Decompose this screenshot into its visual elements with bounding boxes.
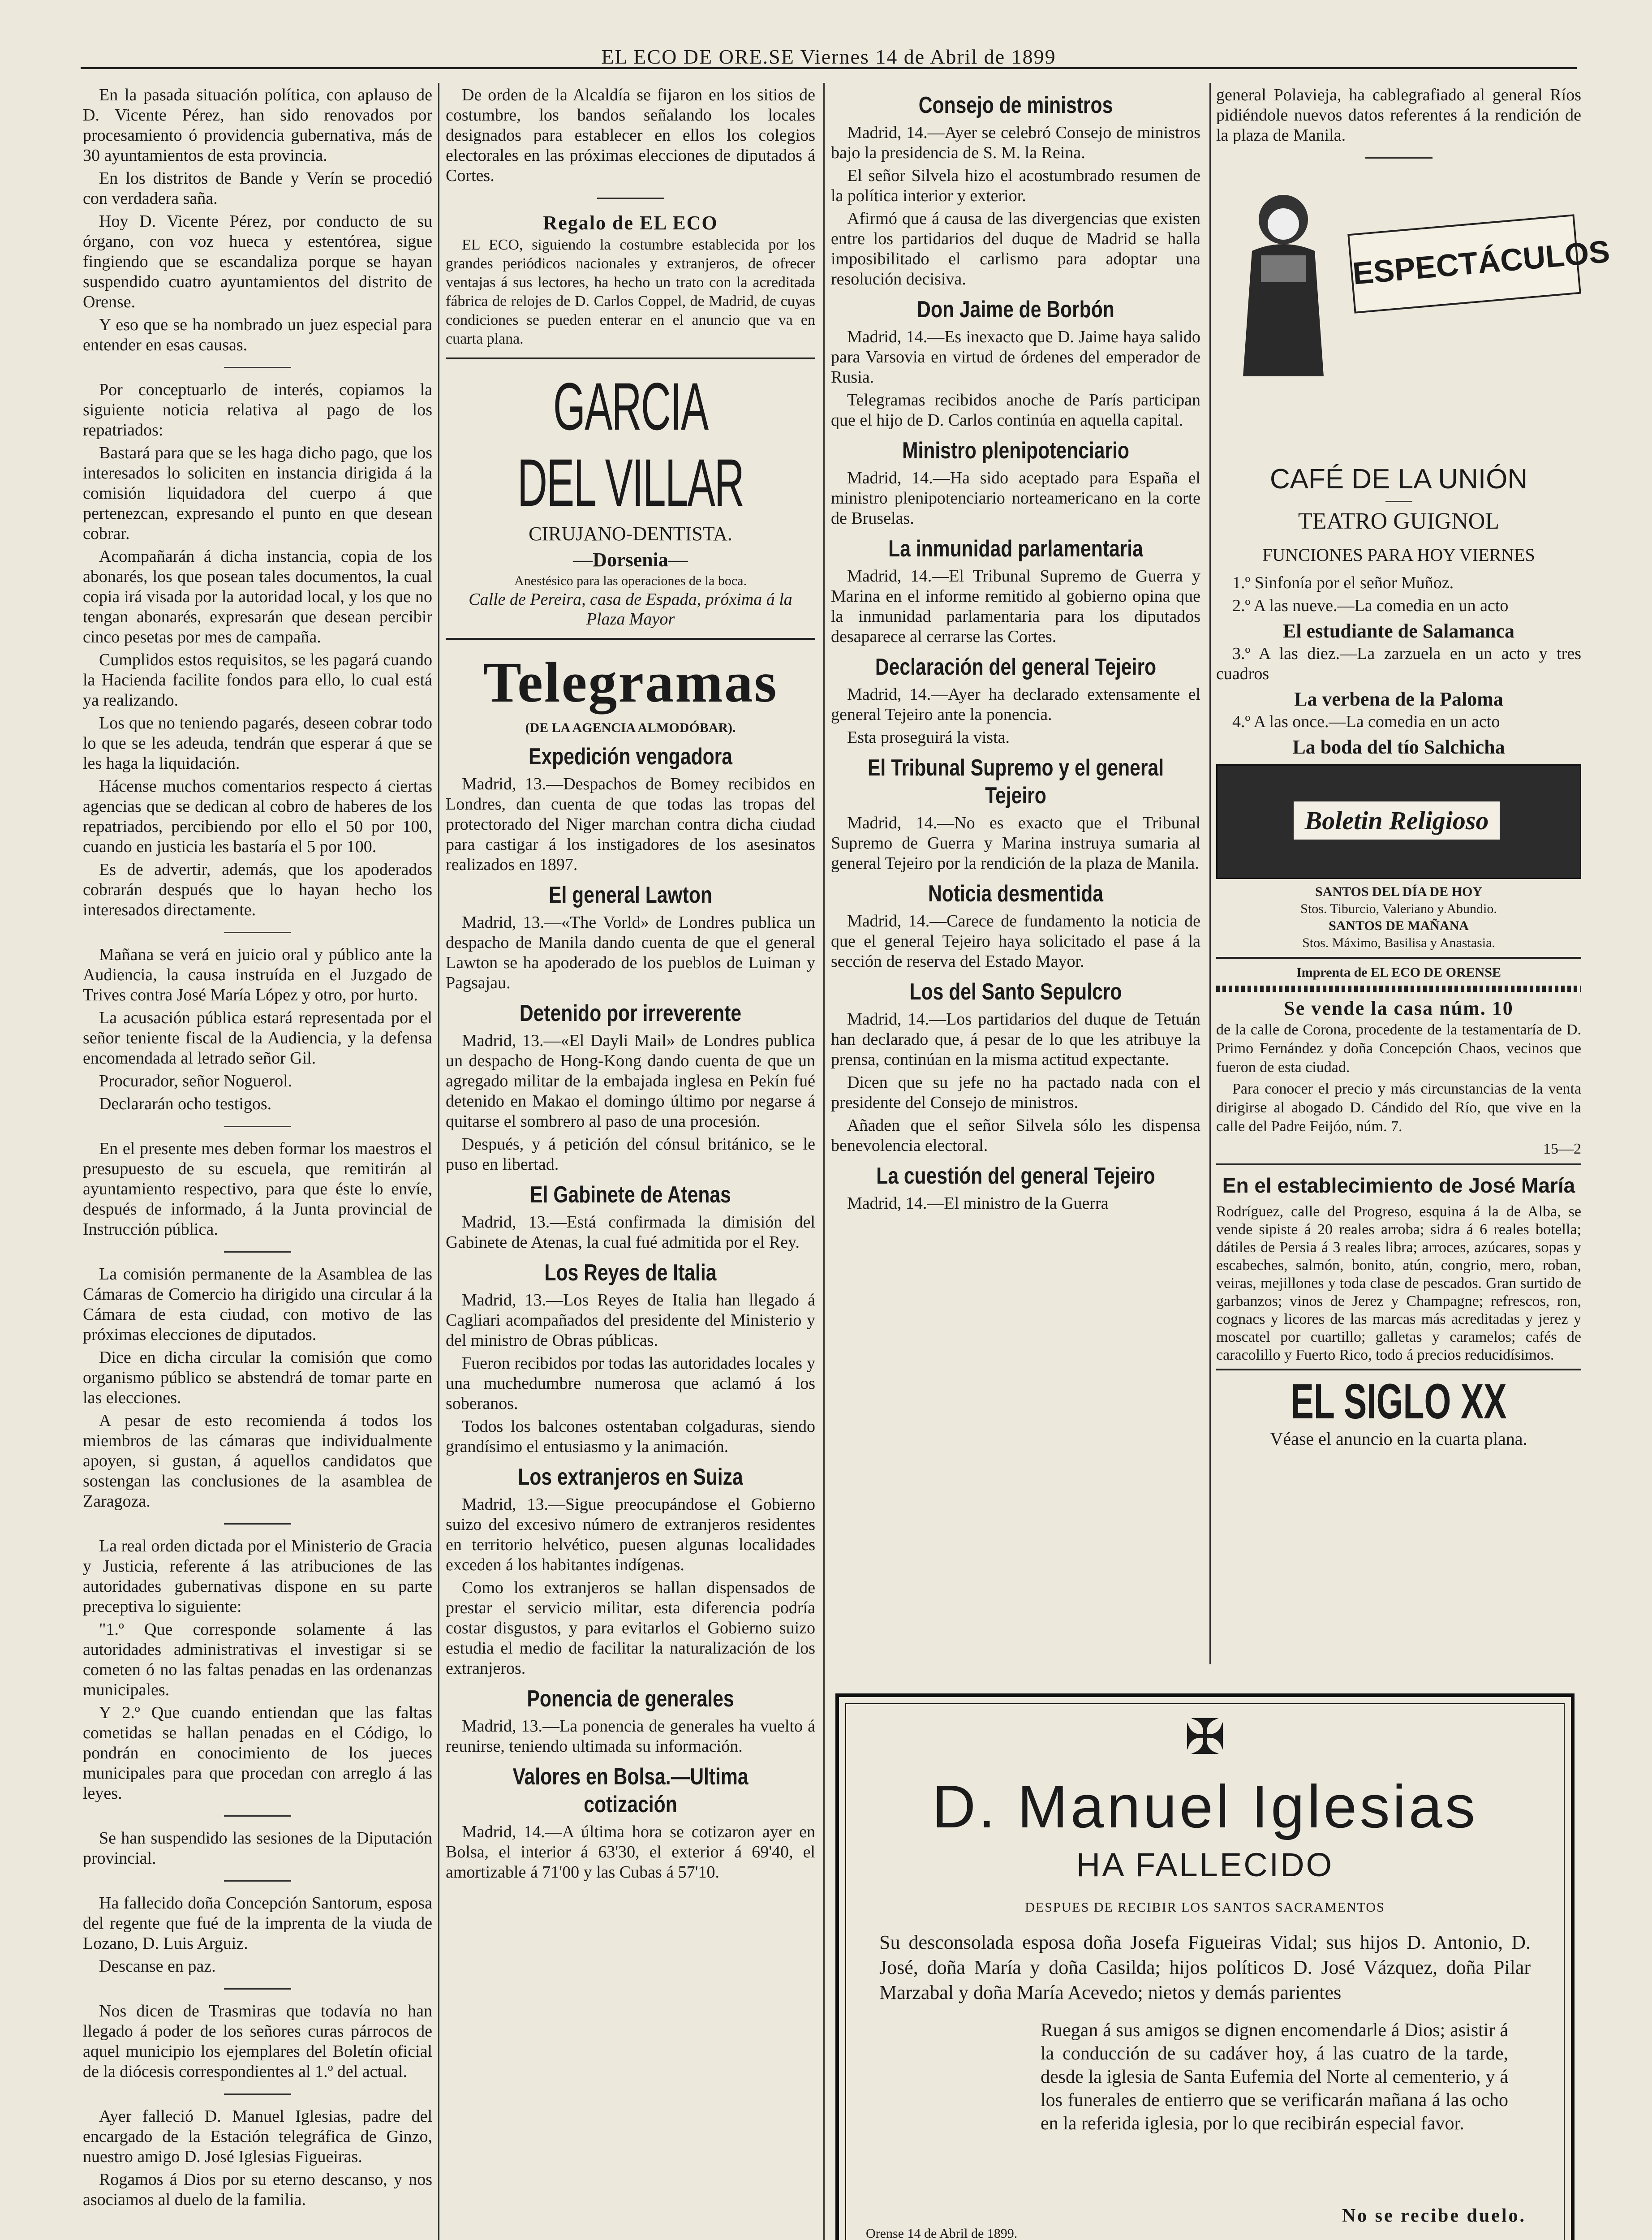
- agency-line: (DE LA AGENCIA ALMODÓBAR).: [525, 720, 736, 735]
- column-3: [831, 85, 1200, 1662]
- teatro-title: TEATRO GUIGNOL: [1298, 508, 1500, 534]
- telegram-heading: Detenido por irreverente: [519, 1000, 742, 1026]
- column-rule: [438, 83, 439, 2240]
- telegram-paragraph: Madrid, 14.—No es exacto que el Tribunal Supremo de Guerra y Marina instruya sumaria al general Tejeiro por la rendición de la plaza de Manila.: [831, 814, 1200, 873]
- telegram-paragraph: Madrid, 13.—Los Reyes de Italia han llegado á Cagliari acompañados del presidente del Ministerio y del ministro de Obras públicas.: [446, 1291, 815, 1350]
- separator: [224, 367, 291, 368]
- telegram-paragraph: Madrid, 14.—Ayer ha declarado extensamente el general Tejeiro ante la ponencia.: [831, 685, 1200, 724]
- column-rule: [1209, 83, 1211, 1664]
- paragraph: En el presente mes deben formar los maestros el presupuesto de su escuela, que remitirán al ayuntamiento respectivo, para que éste lo envíe, después de informado, á la Junta provincial de Instrucción pública.: [83, 1139, 432, 1239]
- program-item: 4.º A las once.—La comedia en un acto: [1232, 712, 1500, 731]
- paragraph: Mañana se verá en juicio oral y público ante la Audiencia, la causa instruída en el Juzgado de Trives contra José María López y otro, por hurto.: [83, 945, 432, 1004]
- separator: [1216, 1163, 1581, 1165]
- program-title: La verbena de la Paloma: [1294, 688, 1503, 710]
- column-1: [83, 85, 432, 2240]
- obituary-date: Orense 14 de Abril de 1899.: [866, 2226, 1018, 2240]
- santos-hoy-list: Stos. Tiburcio, Valeriano y Abundio.: [1300, 901, 1497, 916]
- woman-figure-icon: [1234, 188, 1333, 376]
- telegram-heading: Los extranjeros en Suiza: [518, 1464, 743, 1490]
- telegram-paragraph: Madrid, 13.—Sigue preocupándose el Gobierno suizo del excesivo número de extranjeros residentes en territorio helvético, puesen algunas localidades exceden á los habitantes indígenas.: [446, 1495, 815, 1574]
- telegram-paragraph: Madrid, 14.—El Tribunal Supremo de Guerra y Marina en el informe remitido al gobierno opina que la inmunidad parlamentaria para los diputados desaparece al cerrarse las Cortes.: [831, 567, 1200, 646]
- telegram-heading: Don Jaime de Borbón: [917, 297, 1114, 323]
- telegram-paragraph: Telegramas recibidos anoche de París participan que el hijo de D. Carlos continúa en aquella capital.: [831, 391, 1200, 430]
- column-2: [446, 85, 815, 2240]
- telegram-paragraph: Después, y á petición del cónsul británico, se le puso en libertad.: [446, 1135, 815, 1174]
- separator: [224, 932, 291, 933]
- program-item: 1.º Sinfonía por el señor Muñoz.: [1232, 573, 1454, 592]
- column-rule: [823, 83, 825, 2240]
- separator: [1385, 501, 1412, 502]
- paragraph: Y 2.º Que cuando entiendan que las faltas cometidas se hallan penadas en el Código, lo pondrán en conocimiento de los jueces municipales para que procedan con arreglo á las leyes.: [83, 1703, 432, 1803]
- telegram-paragraph: Madrid, 14.—Los partidarios del duque de Tetuán han declarado que, á pesar de lo que les atribuye la prensa, continúan en la misma actitud expectante.: [831, 1010, 1200, 1069]
- telegram-paragraph: Como los extranjeros se hallan dispensados de prestar el servicio militar, esta diferencia podría costar disgustos, y para evitarlos el Gobierno suizo estudia el medio de facilitar la naturalización de los extranjeros.: [446, 1578, 815, 1678]
- telegram-heading: La inmunidad parlamentaria: [888, 536, 1143, 562]
- telegram-heading: Ponencia de generales: [527, 1686, 734, 1712]
- separator: [224, 1523, 291, 1525]
- telegram-paragraph: Madrid, 13.—«El Dayli Mail» de Londres publica un despacho de Hong-Kong dando cuenta de que un agregado militar de la embajada inglesa en Pekín fué detenido en Makao el domingo último por negarse á quitarse el sombrero al paso de una procesión.: [446, 1031, 815, 1131]
- obituary-status: HA FALLECIDO: [1076, 1846, 1334, 1883]
- dentist-ad-brand: —Dorsenia—: [573, 549, 688, 571]
- telegram-heading: Noticia desmentida: [928, 881, 1103, 907]
- paragraph: Procurador, señor Noguerol.: [99, 1072, 293, 1090]
- telegram-paragraph: Madrid, 14.—Ha sido aceptado para España el ministro plenipotenciario norteamericano en la corte de Bruselas.: [831, 469, 1200, 528]
- se-vende-text: Para conocer el precio y más circunstancias de la venta dirigirse al abogado D. Cándido del Río, que vive en la calle del Padre Feijóo, núm. 7.: [1216, 1081, 1581, 1135]
- obituary-sacraments: DESPUES DE RECIBIR LOS SANTOS SACRAMENTOS: [1025, 1900, 1385, 1915]
- dentist-ad-role: CIRUJANO-DENTISTA.: [529, 523, 732, 545]
- jose-maria-title: En el establecimiento de José María: [1222, 1174, 1575, 1197]
- telegram-paragraph: Madrid, 13.—La ponencia de generales ha vuelto á reunirse, teniendo ultimada su información.: [446, 1717, 815, 1756]
- paragraph: Cumplidos estos requisitos, se les pagará cuando la Hacienda facilite fondos para ello, lo cual está ya realizando.: [83, 650, 432, 710]
- cafe-title: CAFÉ DE LA UNIÓN: [1269, 464, 1528, 495]
- program-item: 3.º A las diez.—La zarzuela en un acto y tres cuadros: [1216, 644, 1581, 683]
- paragraph: De orden de la Alcaldía se fijaron en los sitios de costumbre, los bandos señalando los locales designados para establecer en ellos los colegios electorales en las próximas elecciones de diputados á Cortes.: [446, 86, 815, 185]
- se-vende-title: Se vende la casa núm. 10: [1284, 997, 1514, 1019]
- obituary-name: D. Manuel Iglesias: [932, 1773, 1478, 1840]
- paragraph: A pesar de esto recomienda á todos los miembros de las cámaras que individualmente apoyen, si gustan, á aquellos candidatos que sostengan las conclusiones de la asamblea de Zaragoza.: [83, 1411, 432, 1511]
- obituary-request: Ruegan á sus amigos se dignen encomendarle á Dios; asistir á la conducción de su cadáver hoy, á las cuatro de la tarde, desde la iglesia de Santa Eufemia del Norte al cementerio, y á los funerales de entierro que se verificarán mañana á las ocho en la referida iglesia, por lo que recibirán especial favor.: [1041, 2020, 1508, 2134]
- telegram-paragraph: Madrid, 14.—El ministro de la Guerra: [847, 1194, 1109, 1213]
- separator: [446, 358, 815, 359]
- dentist-ad-name: GARCIA DEL VILLAR: [517, 369, 744, 520]
- telegram-heading: Los Reyes de Italia: [544, 1260, 717, 1286]
- telegram-paragraph: Madrid, 14.—Carece de fundamento la noticia de que el general Tejeiro haya solicitado el pase á la sección de reserva del Estado Mayor.: [831, 912, 1200, 971]
- paragraph: "1.º Que corresponde solamente á las autoridades administrativas el investigar si se cometen ó no las faltas penadas en las ordenanzas municipales.: [83, 1620, 432, 1699]
- santos-hoy-title: SANTOS DEL DÍA DE HOY: [1315, 884, 1482, 899]
- paragraph: Y eso que se ha nombrado un juez especial para entender en esas causas.: [83, 315, 432, 354]
- telegram-paragraph: Fueron recibidos por todas las autoridades locales y una muchedumbre numerosa que aclamó á los soberanos.: [446, 1354, 815, 1413]
- ad-reference: 15—2: [1543, 1141, 1581, 1157]
- se-vende-text: de la calle de Corona, procedente de la testamentaría de D. Primo Fernández y doña Concepción Chaos, vecinos que fueron de esta ciudad.: [1216, 1021, 1581, 1076]
- jose-maria-text: Rodríguez, calle del Progreso, esquina á la de Alba, se vende sipiste á 20 reales arroba; sidra á 6 reales botella; dátiles de Persia á 3 reales libra; arroces, azúcares, sopas y escabeches, salmón, bonito, atún, congrio, mero, roban, veiras, mejillones y toda clase de pescados. Gran surtido de garbanzos; vinos de Jerez y Champagne; refrescos, ron, cognacs y licores de las marcas más acreditadas y jerez y moscatel por cuartillo; galletas y caramelos; cafés de caracolillo y Fuerto Rico, todo á precios reducidísimos.: [1216, 1203, 1581, 1363]
- program-item: 2.º A las nueve.—La comedia en un acto: [1232, 596, 1509, 615]
- telegram-paragraph: Madrid, 14.—A última hora se cotizaron ayer en Bolsa, el interior á 63'30, el exterior á 69'40, el amortizable á 71'00 y las Cubas á 57'10.: [446, 1822, 815, 1882]
- cross-icon: ✠: [1184, 1710, 1226, 1765]
- telegram-heading: Expedición vengadora: [529, 744, 732, 770]
- paragraph: general Polavieja, ha cablegrafiado al general Ríos pidiéndole nuevos datos referentes á la rendición de la plaza de Manila.: [1216, 86, 1581, 145]
- paragraph: La acusación pública estará representada por el señor teniente fiscal de la Audiencia, y la defensa encomendada al letrado señor Gil.: [83, 1008, 432, 1068]
- telegram-paragraph: El señor Silvela hizo el acostumbrado resumen de la política interior y exterior.: [831, 166, 1200, 205]
- regalo-title: Regalo de EL ECO: [543, 212, 718, 234]
- obituary-box: [835, 1693, 1575, 2240]
- separator: [224, 1880, 291, 1882]
- separator: [1216, 957, 1581, 959]
- paragraph: Se han suspendido las sesiones de la Diputación provincial.: [83, 1829, 432, 1868]
- separator: [224, 1815, 291, 1817]
- separator: [597, 198, 664, 199]
- espectaculos-title: ESPECTÁCULOS: [1347, 214, 1581, 314]
- paragraph: Hácense muchos comentarios respecto á ciertas agencias que se dedican al cobro de haberes de los repatriados, percibiendo por ello el 50 por 100, cuando en justicia les bastaría el 5 por 100.: [83, 777, 432, 856]
- telegram-heading: Ministro plenipotenciario: [902, 438, 1129, 464]
- telegram-paragraph: Madrid, 13.—Está confirmada la dimisión del Gabinete de Atenas, la cual fué admitida por el Rey.: [446, 1213, 815, 1252]
- separator: [224, 2094, 291, 2095]
- separator: [224, 1251, 291, 1253]
- paragraph: Rogamos á Dios por su eterno descanso, y nos asociamos al duelo de la familia.: [83, 2170, 432, 2209]
- telegram-heading: El Tribunal Supremo y el general Tejeiro: [867, 755, 1164, 809]
- paragraph: Dice en dicha circular la comisión que como organismo público se abstendrá de tomar parte en las elecciones.: [83, 1348, 432, 1407]
- telegram-paragraph: Madrid, 13.—«The Vorld» de Londres publica un despacho de Manila dando cuenta de que el general Lawton se ha apoderado de los pueblos de Luiman y Pagsajau.: [446, 913, 815, 992]
- obituary-family: Su desconsolada esposa doña Josefa Figueiras Vidal; sus hijos D. Antonio, D. José, doña María y doña Casilda; hijos políticos D. José Vázquez, doña Pilar Marzabal y doña María Acevedo; nietos y demás parientes: [879, 1931, 1531, 2003]
- telegram-paragraph: Esta proseguirá la vista.: [847, 728, 1010, 747]
- telegram-heading: Los del Santo Sepulcro: [909, 979, 1122, 1005]
- obituary-no-duelo: No se recibe duelo.: [1342, 2206, 1526, 2226]
- siglo-xx-note: Véase el anuncio en la cuarta plana.: [1270, 1429, 1527, 1449]
- telegram-paragraph: Afirmó que á causa de las divergencias que existen entre los partidarios del duque de Madrid se halla imposibilitado el carlismo para adoptar una resolución decisiva.: [831, 209, 1200, 289]
- telegram-heading: El Gabinete de Atenas: [530, 1182, 731, 1208]
- telegram-list: [831, 91, 1200, 1214]
- telegram-heading: La cuestión del general Tejeiro: [876, 1163, 1155, 1189]
- paragraph: Ayer falleció D. Manuel Iglesias, padre del encargado de la Estación telegráfica de Ginzo, nuestro amigo D. José Iglesias Figueiras.: [83, 2107, 432, 2166]
- wavy-rule: [1216, 986, 1581, 992]
- paragraph: Hoy D. Vicente Pérez, por conducto de su órgano, con voz hueca y estentórea, sigue fingiendo que se escandaliza porque se hayan suspendido cuatro ayuntamientos del distrito de Orense.: [83, 212, 432, 311]
- paragraph: La comisión permanente de la Asamblea de las Cámaras de Comercio ha dirigido una circular á la Cámara de esta ciudad, con motivo de las próximas elecciones de diputados.: [83, 1265, 432, 1344]
- paragraph: Los que no teniendo pagarés, deseen cobrar todo lo que se les adeuda, tendrán que esperar á que se les haga la liquidación.: [83, 714, 432, 773]
- paragraph: Es de advertir, además, que los apoderados cobrarán después que lo hayan hecho los interesados directamente.: [83, 860, 432, 919]
- telegram-heading: Consejo de ministros: [918, 92, 1113, 118]
- program-title: La boda del tío Salchicha: [1292, 736, 1505, 758]
- separator: [446, 638, 815, 640]
- paragraph: Bastará para que se les haga dicho pago, que los interesados lo soliciten en instancia dirigida á la comisión liquidadora del cuerpo á que pertenezcan, expresando el punto en que desean cobrar.: [83, 444, 432, 543]
- imprenta-line: Imprenta de EL ECO DE ORENSE: [1296, 965, 1501, 980]
- telegram-paragraph: Madrid, 14.—Es inexacto que D. Jaime haya salido para Varsovia en virtud de órdenes del emperador de Rusia.: [831, 327, 1200, 387]
- santos-manana-title: SANTOS DE MAÑANA: [1329, 918, 1469, 933]
- paragraph: Acompañarán á dicha instancia, copia de los abonarés, los que posean tales documentos, la cual copia irá visada por la autoridad local, y los que no tengan abonarés, expresarán que desean percibir cinco pesetas por mes de campaña.: [83, 547, 432, 646]
- separator: [224, 1126, 291, 1127]
- program-title: El estudiante de Salamanca: [1282, 620, 1515, 642]
- telegram-paragraph: Todos los balcones ostentaban colgaduras, siendo grandísimo el entusiasmo y la animación.: [446, 1417, 815, 1456]
- separator: [1216, 1369, 1581, 1370]
- telegram-heading: Declaración del general Tejeiro: [875, 654, 1157, 680]
- telegram-heading: El general Lawton: [549, 882, 712, 908]
- separator: [224, 1988, 291, 1990]
- column-4: [1216, 85, 1611, 1662]
- espectaculos-illustration: [1216, 170, 1611, 457]
- obituary-inner-border: [845, 1703, 1565, 2240]
- regalo-text: EL ECO, siguiendo la costumbre establecida por los grandes periódicos nacionales y extranjeros, de ofrecer ventajas á sus lectores, ha hecho un trato con la acreditada fábrica de relojes de D. Carlos Coppel, de Madrid, de cuyas condiciones se pueden enterar en el anuncio que va en cuarta plana.: [446, 237, 815, 347]
- telegram-paragraph: Dicen que su jefe no ha pactado nada con el presidente del Consejo de ministros.: [831, 1073, 1200, 1112]
- siglo-xx-title: EL SIGLO XX: [1291, 1374, 1507, 1429]
- header-rule: [81, 67, 1577, 69]
- telegram-paragraph: Madrid, 13.—Despachos de Bomey recibidos en Londres, dan cuenta de que todas las tropas del protectorado del Niger marchan contra dicha ciudad para castigar á los instigadores de los asesinatos realizados en 1897.: [446, 775, 815, 874]
- paragraph: En los distritos de Bande y Verín se procedió con verdadera saña.: [83, 169, 432, 208]
- telegram-paragraph: Añaden que el señor Silvela sólo les dispensa benevolencia electoral.: [831, 1116, 1200, 1155]
- santos-manana-list: Stos. Máximo, Basilisa y Anastasia.: [1302, 935, 1495, 950]
- paragraph: Por conceptuarlo de interés, copiamos la siguiente noticia relativa al pago de los repatriados:: [83, 380, 432, 439]
- funciones-line: FUNCIONES PARA HOY VIERNES: [1262, 545, 1535, 565]
- paragraph: La real orden dictada por el Ministerio de Gracia y Justicia, referente á las atribuciones de las autoridades gubernativas dispone en su parte preceptiva lo siguiente:: [83, 1537, 432, 1616]
- boletin-religioso-banner: [1216, 764, 1581, 879]
- paragraph: Declararán ocho testigos.: [99, 1094, 272, 1113]
- telegram-list: [446, 743, 815, 1882]
- boletin-label: Boletin Religioso: [1294, 801, 1500, 840]
- paragraph: En la pasada situación política, con aplauso de D. Vicente Pérez, han sido renovados por procesamiento ó providencia gubernativa, más de 30 ayuntamientos de esta provincia.: [83, 86, 432, 165]
- paragraph: Nos dicen de Trasmiras que todavía no han llegado á poder de los señores curas párrocos de aquel municipio los ejemplares del Boletín oficial de la diócesis correspondientes al 1.º del actual.: [83, 2002, 432, 2081]
- paragraph: Descanse en paz.: [99, 1957, 216, 1976]
- separator: [1365, 157, 1433, 159]
- page-header: EL ECO DE ORE.SE Viernes 14 de Abril de 1899: [601, 45, 1056, 68]
- telegramas-heading: Telegramas: [483, 650, 778, 714]
- dentist-ad-note: Anestésico para las operaciones de la boca.: [514, 573, 747, 588]
- telegram-heading: Valores en Bolsa.—Ultima cotización: [512, 1764, 749, 1818]
- telegram-paragraph: Madrid, 14.—Ayer se celebró Consejo de ministros bajo la presidencia de S. M. la Reina.: [831, 123, 1200, 162]
- paragraph: Ha fallecido doña Concepción Santorum, esposa del regente que fué de la imprenta de la viuda de Lozano, D. Luis Arguiz.: [83, 1894, 432, 1953]
- dentist-ad-address: Calle de Pereira, casa de Espada, próxima á la Plaza Mayor: [469, 590, 792, 629]
